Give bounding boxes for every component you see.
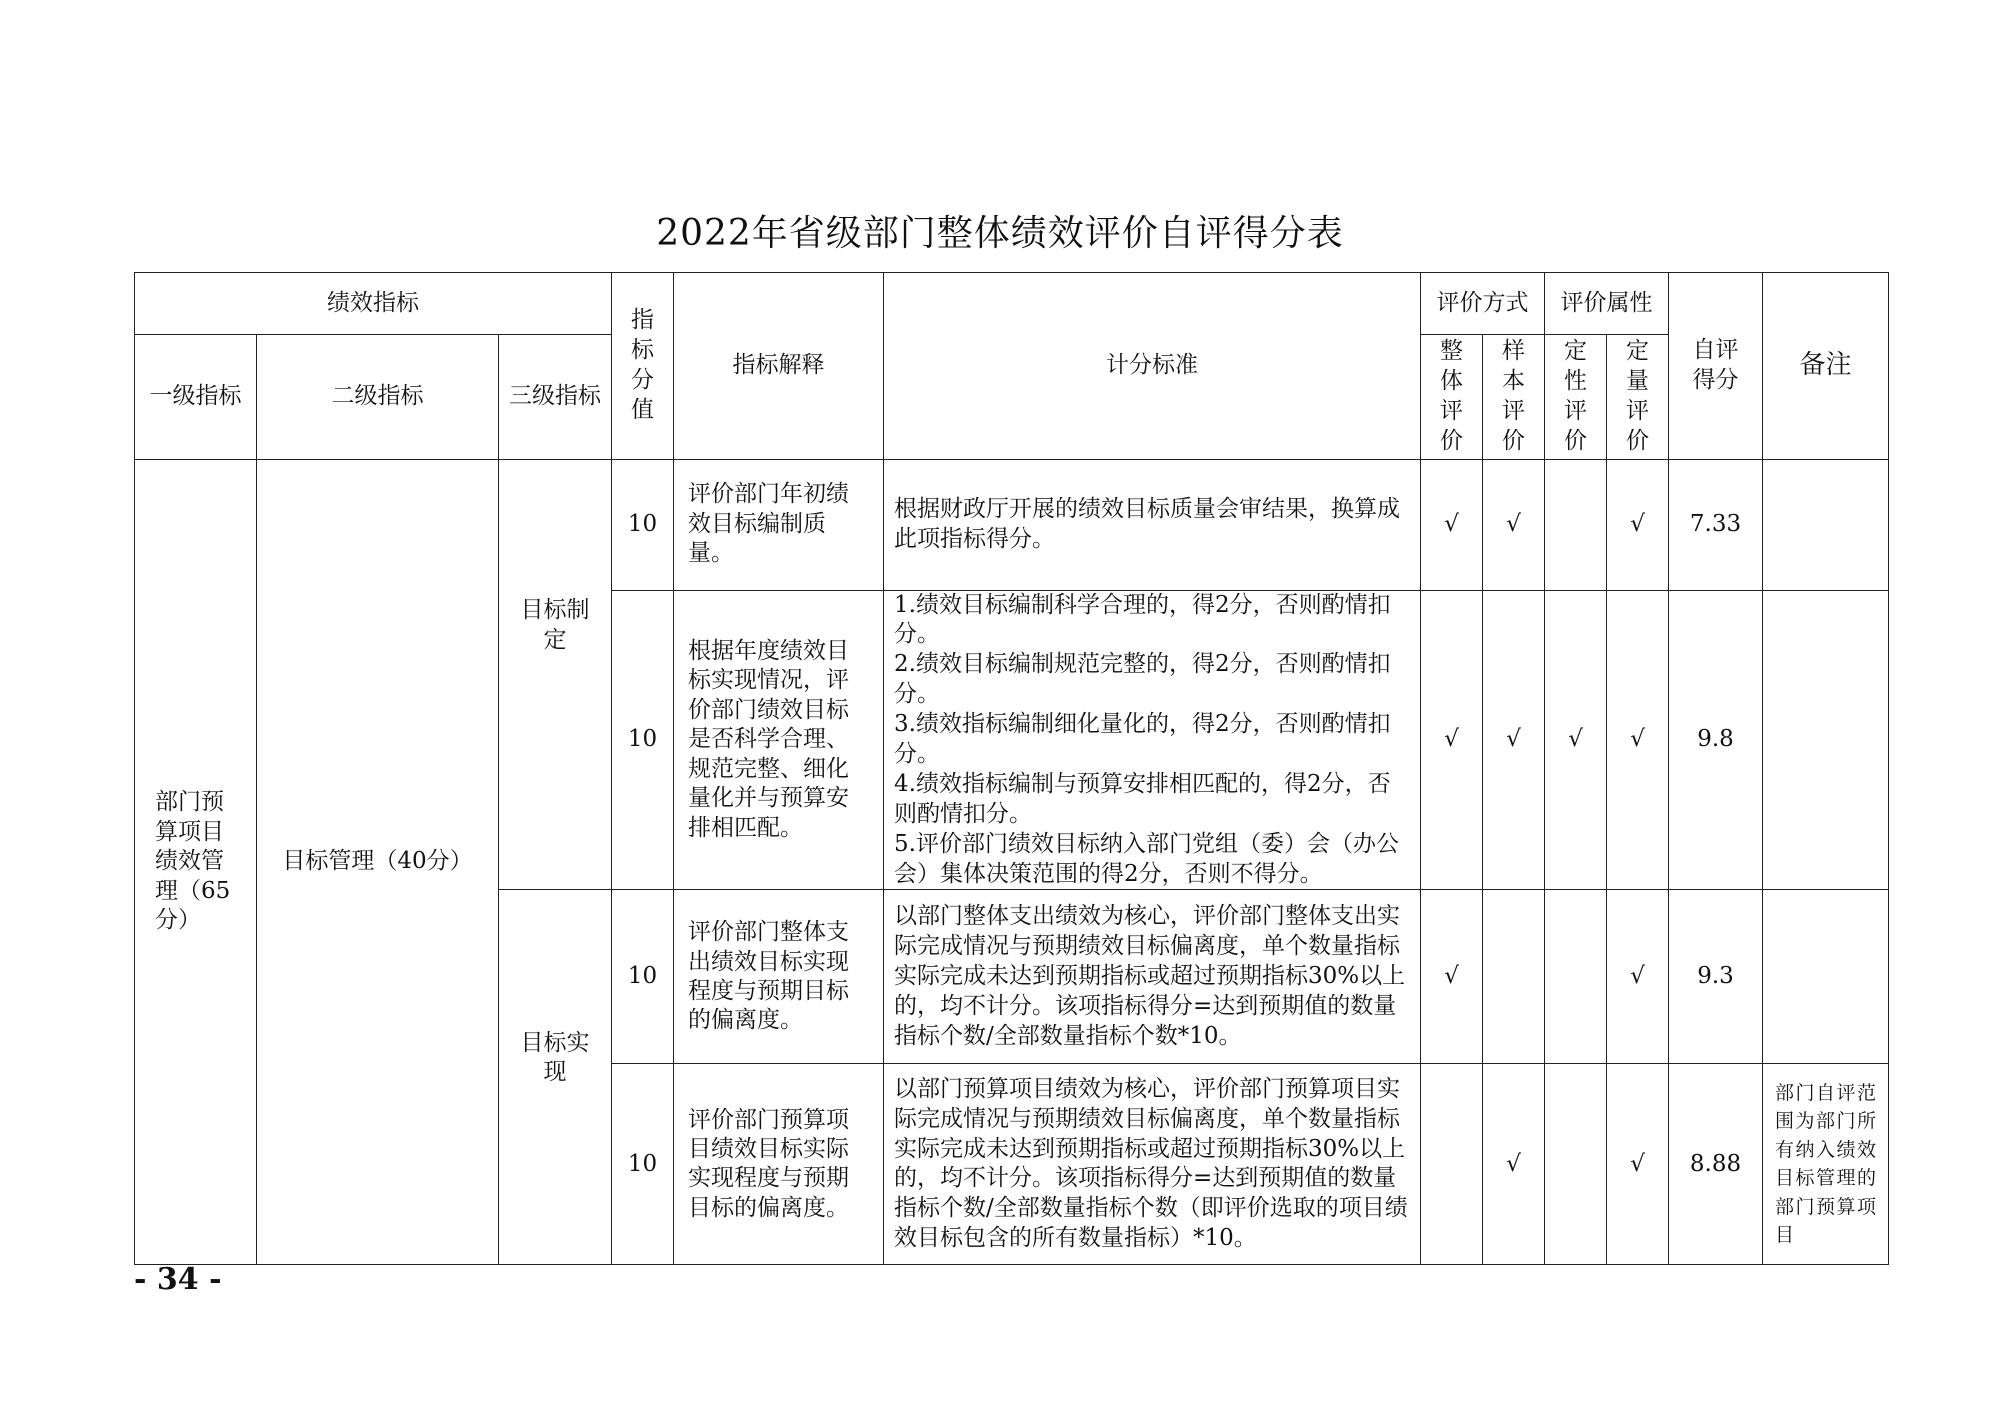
overall-eval-mark: √	[1421, 459, 1483, 590]
score-value-cell: 10	[612, 890, 674, 1064]
criteria-cell: 以部门整体支出绩效为核心，评价部门整体支出实际完成情况与预期绩效目标偏离度，单个数量指标实际完成未达到预期指标或超过预期指标30%以上的，均不计分。该项指标得分=达到预期值的数量指标个数/全部数量指标个数*10。	[884, 890, 1421, 1064]
sample-eval-mark	[1483, 890, 1545, 1064]
header-remarks: 备注	[1763, 273, 1889, 460]
self-score-cell: 8.88	[1669, 1064, 1763, 1265]
header-qualitative-eval: 定性评价	[1545, 335, 1607, 460]
self-evaluation-score-table	[134, 272, 1889, 1265]
explanation-cell: 评价部门预算项目绩效目标实际实现程度与预期目标的偏离度。	[674, 1064, 884, 1265]
score-value-cell: 10	[612, 1064, 674, 1265]
overall-eval-mark: √	[1421, 890, 1483, 1064]
criteria-cell: 根据财政厅开展的绩效目标质量会审结果，换算成此项指标得分。	[884, 459, 1421, 590]
level1-cell: 部门预算项目绩效管理（65分）	[135, 459, 257, 1265]
header-level1: 一级指标	[135, 335, 257, 460]
header-level3: 三级指标	[499, 335, 612, 460]
quantitative-eval-mark: √	[1607, 459, 1669, 590]
sample-eval-mark: √	[1483, 590, 1545, 890]
explanation-cell: 根据年度绩效目标实现情况，评价部门绩效目标是否科学合理、规范完整、细化量化并与预算安排相匹配。	[674, 590, 884, 890]
qualitative-eval-mark	[1545, 1064, 1607, 1265]
score-value-cell: 10	[612, 459, 674, 590]
header-level2: 二级指标	[257, 335, 499, 460]
quantitative-eval-mark: √	[1607, 1064, 1669, 1265]
overall-eval-mark	[1421, 1064, 1483, 1265]
remark-cell	[1763, 459, 1889, 590]
self-score-cell: 9.3	[1669, 890, 1763, 1064]
quantitative-eval-mark: √	[1607, 890, 1669, 1064]
remark-cell	[1763, 590, 1889, 890]
header-score-value: 指标分值	[612, 273, 674, 460]
overall-eval-mark: √	[1421, 590, 1483, 890]
header-sample-eval: 样本评价	[1483, 335, 1545, 460]
header-explanation: 指标解释	[674, 273, 884, 460]
qualitative-eval-mark	[1545, 890, 1607, 1064]
explanation-cell: 评价部门整体支出绩效目标实现程度与预期目标的偏离度。	[674, 890, 884, 1064]
header-performance-indicators: 绩效指标	[135, 273, 612, 335]
header-quantitative-eval: 定量评价	[1607, 335, 1669, 460]
header-eval-attr: 评价属性	[1545, 273, 1669, 335]
self-score-cell: 9.8	[1669, 590, 1763, 890]
table-row	[135, 459, 1889, 590]
criteria-cell: 1.绩效目标编制科学合理的，得2分，否则酌情扣分。 2.绩效目标编制规范完整的，得2分，否则酌情扣分。 3.绩效指标编制细化量化的，得2分，否则酌情扣分。 4.绩效指标编制与预算安排相匹配的，得2分，否则酌情扣分。 5.评价部门绩效目标纳入部门党组（委）会（办公会）集体决策范围的得2分，否则不得分。	[884, 590, 1421, 890]
level2-cell: 目标管理（40分）	[257, 459, 499, 1265]
sample-eval-mark: √	[1483, 459, 1545, 590]
qualitative-eval-mark	[1545, 459, 1607, 590]
explanation-cell: 评价部门年初绩效目标编制质量。	[674, 459, 884, 590]
remark-cell: 部门自评范围为部门所有纳入绩效目标管理的部门预算项目	[1763, 1064, 1889, 1265]
qualitative-eval-mark: √	[1545, 590, 1607, 890]
remark-cell	[1763, 890, 1889, 1064]
score-value-cell: 10	[612, 590, 674, 890]
level3-cell-b: 目标实现	[499, 890, 612, 1265]
header-criteria: 计分标准	[884, 273, 1421, 460]
page-number: - 34 -	[134, 1262, 222, 1297]
level3-cell-a: 目标制定	[499, 459, 612, 890]
header-eval-method: 评价方式	[1421, 273, 1545, 335]
header-overall-eval: 整体评价	[1421, 335, 1483, 460]
page-title: 2022年省级部门整体绩效评价自评得分表	[656, 213, 1344, 254]
quantitative-eval-mark: √	[1607, 590, 1669, 890]
criteria-cell: 以部门预算项目绩效为核心，评价部门预算项目实际完成情况与预期绩效目标偏离度，单个数量指标实际完成未达到预期指标或超过预期指标30%以上的，均不计分。该项指标得分=达到预期值的数量指标个数/全部数量指标个数（即评价选取的项目绩效目标包含的所有数量指标）*10。	[884, 1064, 1421, 1265]
self-score-cell: 7.33	[1669, 459, 1763, 590]
sample-eval-mark: √	[1483, 1064, 1545, 1265]
header-self-score: 自评得分	[1669, 273, 1763, 460]
